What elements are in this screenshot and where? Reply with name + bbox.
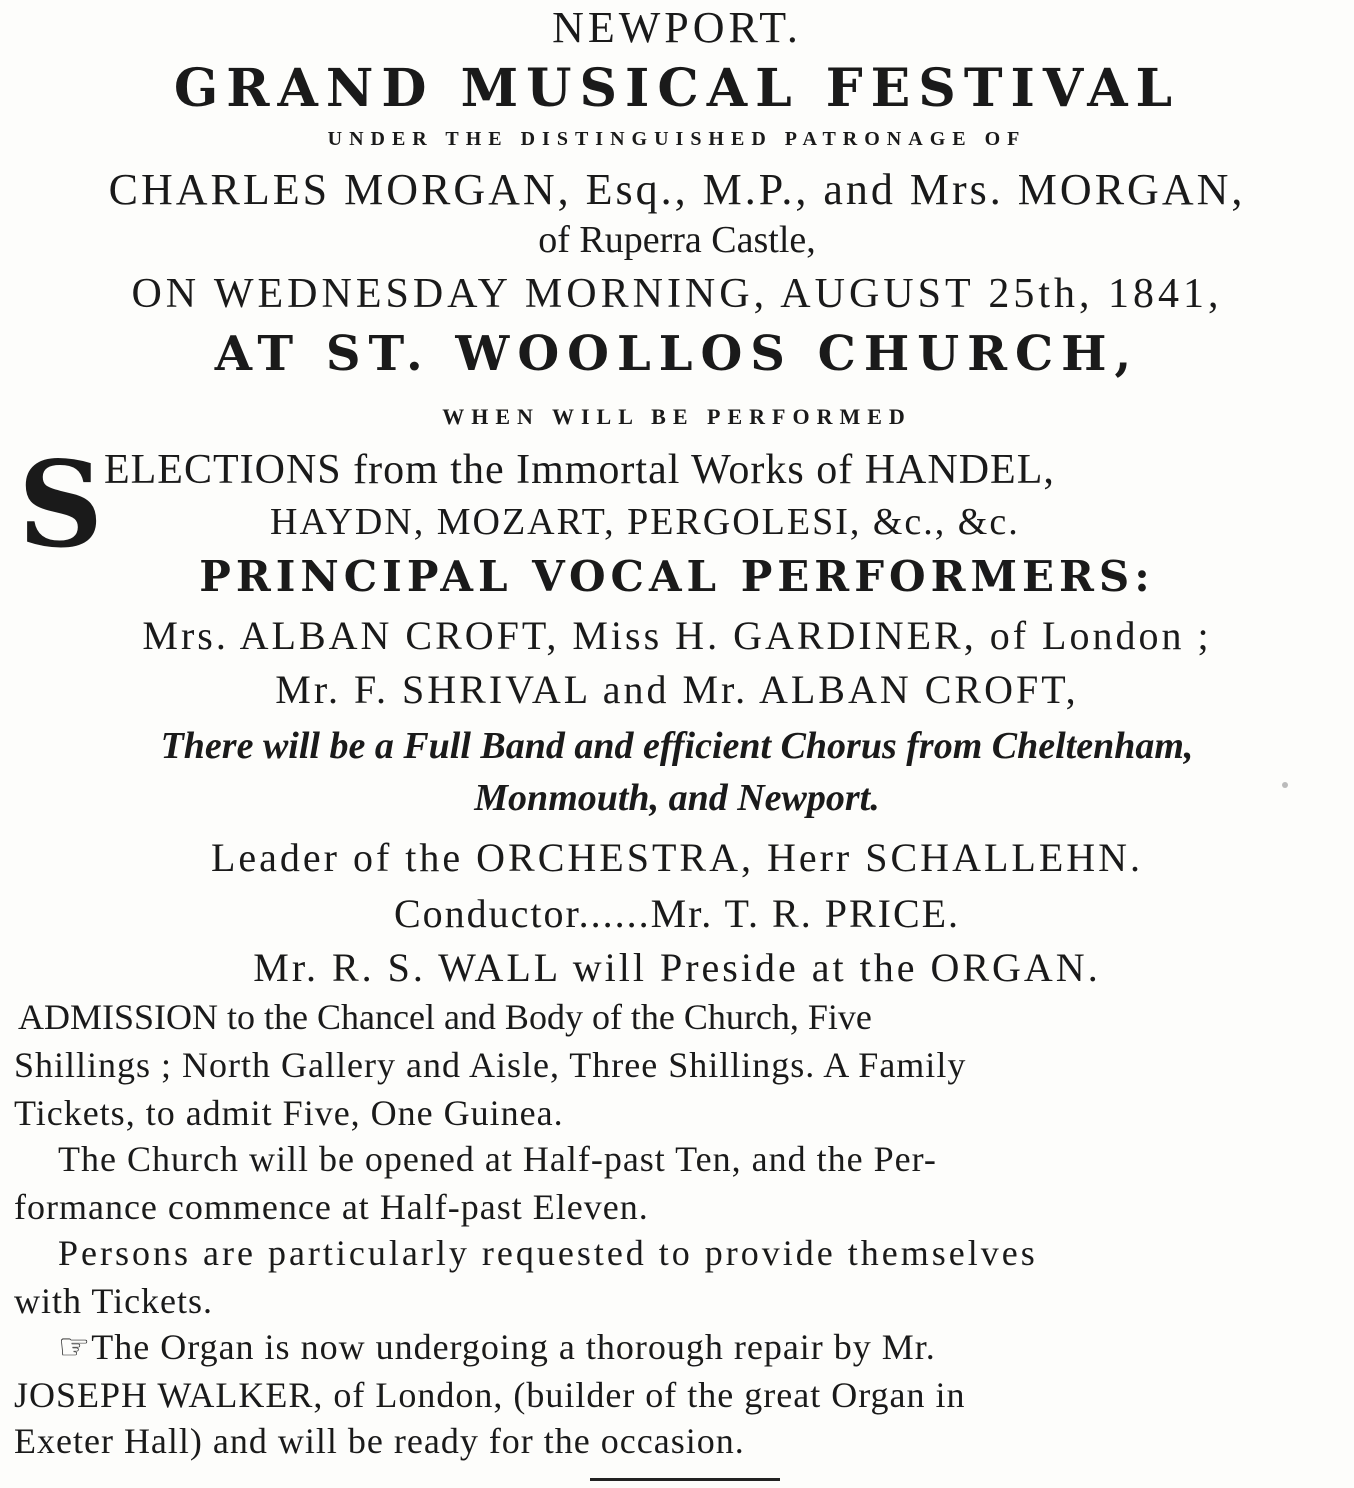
organ-note-line-3: Exeter Hall) and will be ready for the occasion. xyxy=(14,1421,745,1461)
town-heading: NEWPORT. xyxy=(552,3,802,52)
performers-heading: PRINCIPAL VOCAL PERFORMERS: xyxy=(199,552,1155,601)
selections-line-1: ELECTIONS from the Immortal Works of HANDEL, xyxy=(104,447,1055,493)
festival-title: GRAND MUSICAL FESTIVAL xyxy=(173,58,1181,119)
admission-line-3: Tickets, to admit Five, One Guinea. xyxy=(14,1093,564,1133)
residence-line: of Ruperra Castle, xyxy=(538,219,816,261)
organist-line: Mr. R. S. WALL will Preside at the ORGAN. xyxy=(253,945,1101,990)
leader-line: Leader of the ORCHESTRA, Herr SCHALLEHN. xyxy=(210,835,1144,880)
conductor-line: Conductor......Mr. T. R. PRICE. xyxy=(393,891,961,936)
opening-line-2: formance commence at Half-past Eleven. xyxy=(14,1187,649,1227)
opening-line-1: The Church will be opened at Half-past Ten, and the Per- xyxy=(58,1139,937,1179)
admission-text: ADMISSION to the Chancel and Body of the Church, Five xyxy=(18,997,872,1037)
drop-cap-letter: S xyxy=(18,435,104,574)
date-line: ON WEDNESDAY MORNING, AUGUST 25th, 1841, xyxy=(131,271,1223,317)
tickets-line-2: with Tickets. xyxy=(14,1281,214,1321)
admission-line-2: Shillings ; North Gallery and Aisle, Three Shillings. A Family xyxy=(14,1045,967,1085)
tickets-line-1: Persons are particularly requested to provide themselves xyxy=(58,1233,1038,1273)
selections-line-2: HAYDN, MOZART, PERGOLESI, &c., &c. xyxy=(270,501,1020,543)
organ-note-line-1: ☞The Organ is now undergoing a thorough repair by Mr. xyxy=(58,1327,936,1367)
patrons-line: CHARLES MORGAN, Esq., M.P., and Mrs. MORGAN, xyxy=(108,165,1246,214)
performers-line-1: Mrs. ALBAN CROFT, Miss H. GARDINER, of London ; xyxy=(142,613,1212,658)
admission-line-1 xyxy=(18,996,1336,1038)
patronage-line: UNDER THE DISTINGUISHED PATRONAGE OF xyxy=(327,128,1027,150)
organ-note-line-2: JOSEPH WALKER, of London, (builder of the great Organ in xyxy=(14,1375,966,1415)
band-line-2: Monmouth, and Newport. xyxy=(474,777,880,819)
venue-line: AT ST. WOOLLOS CHURCH, xyxy=(214,326,1140,382)
ink-speck xyxy=(1282,782,1288,788)
closing-rule xyxy=(590,1478,780,1481)
performed-line: WHEN WILL BE PERFORMED xyxy=(442,404,912,429)
performers-line-2: Mr. F. SHRIVAL and Mr. ALBAN CROFT, xyxy=(275,667,1079,712)
band-line-1: There will be a Full Band and efficient Chorus from Cheltenham, xyxy=(160,725,1194,767)
